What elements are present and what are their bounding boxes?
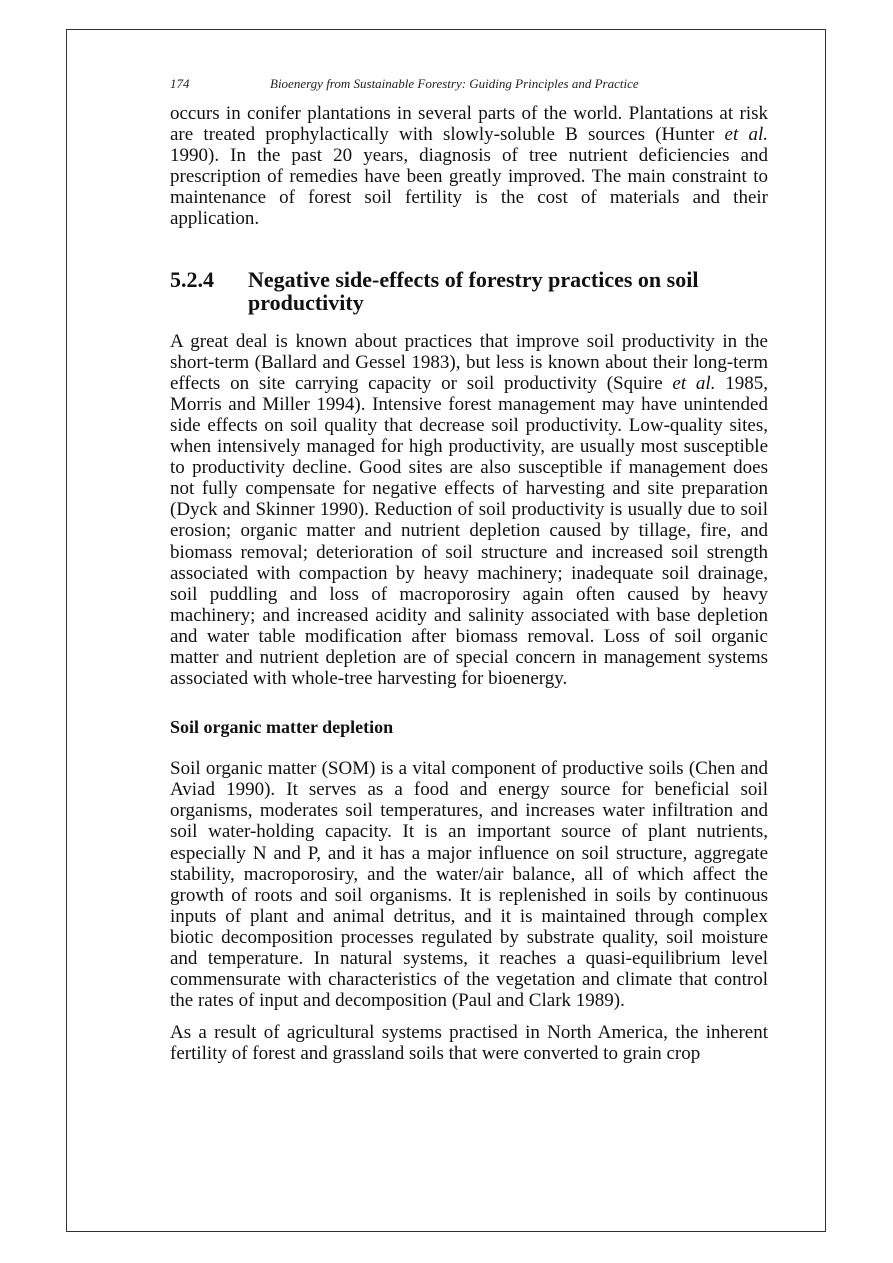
book-title: Bioenergy from Sustainable Forestry: Guiding Principles and Practice (270, 76, 639, 91)
intro-text-a: occurs in conifer plantations in several parts of the world. Plantations at risk are treated prophylactically with slowly-soluble B sources (Hunter (170, 103, 768, 146)
section-etal: et al. (672, 372, 716, 394)
intro-etal: et al. (724, 124, 768, 146)
section-text-a: A great deal is known about practices that improve soil productivity in the short-term (Ballard and Gessel 1983), but less is known about their long-term effects on site carrying capacity or soil productivity (Squire (170, 330, 768, 394)
section-paragraph (170, 331, 768, 690)
final-paragraph: As a result of agricultural systems practised in North America, the inherent fertility of forest and grassland soils that were converted to grain crop (170, 1022, 768, 1065)
running-head (170, 76, 770, 92)
section-text-b: 1985, Morris and Miller 1994). Intensive forest management may have unintended side effects on soil quality that decrease soil productivity. Low-quality sites, when intensively managed for high productivity, are usually most susceptible to productivity decline. Good sites are also susceptible if management does not fully compensate for negative effects of harvesting and site preparation (Dyck and Skinner 1990). Reduction of soil productivity is usually due to soil erosion; organic matter and nutrient depletion caused by tillage, fire, and biomass removal; deterioration of soil structure and increased soil strength associated with compaction by heavy machinery; inadequate soil drainage, soil puddling and loss of macroporosiry again often caused by heavy machinery; and increased acidity and salinity associated with base depletion and water table modification after biomass removal. Loss of soil organic matter and nutrient depletion are of special concern in management systems associated with whole-tree harvesting for bioenergy. (170, 372, 768, 690)
section-heading (170, 268, 768, 314)
section-number: 5.2.4 (170, 266, 214, 292)
section-title: Negative side-effects of forestry practices on soil productivity (248, 266, 699, 315)
intro-paragraph (170, 103, 768, 230)
som-paragraph: Soil organic matter (SOM) is a vital component of productive soils (Chen and Aviad 1990). It serves as a food and energy source for beneficial soil organisms, moderates soil temperatures, and increases water infiltration and soil water-holding capacity. It is an important source of plant nutrients, especially N and P, and it has a major influence on soil structure, aggregate stability, macroporosiry, and the water/air balance, all of which affect the growth of roots and soil organisms. It is replenished in soils by continuous inputs of plant and animal detritus, and it is maintained through complex biotic decomposition processes regulated by substrate quality, soil moisture and temperature. In natural systems, it reaches a quasi-equilibrium level commensurate with characteristics of the vegetation and climate that control the rates of input and decomposition (Paul and Clark 1989). (170, 758, 768, 1012)
page-number: 174 (170, 76, 190, 91)
intro-text-b: 1990). In the past 20 years, diagnosis of tree nutrient deficiencies and prescription of remedies have been greatly improved. The main constraint to maintenance of forest soil fertility is the cost of materials and their application. (170, 145, 768, 230)
subheading-som: Soil organic matter depletion (170, 717, 394, 738)
page-body (170, 103, 768, 1064)
